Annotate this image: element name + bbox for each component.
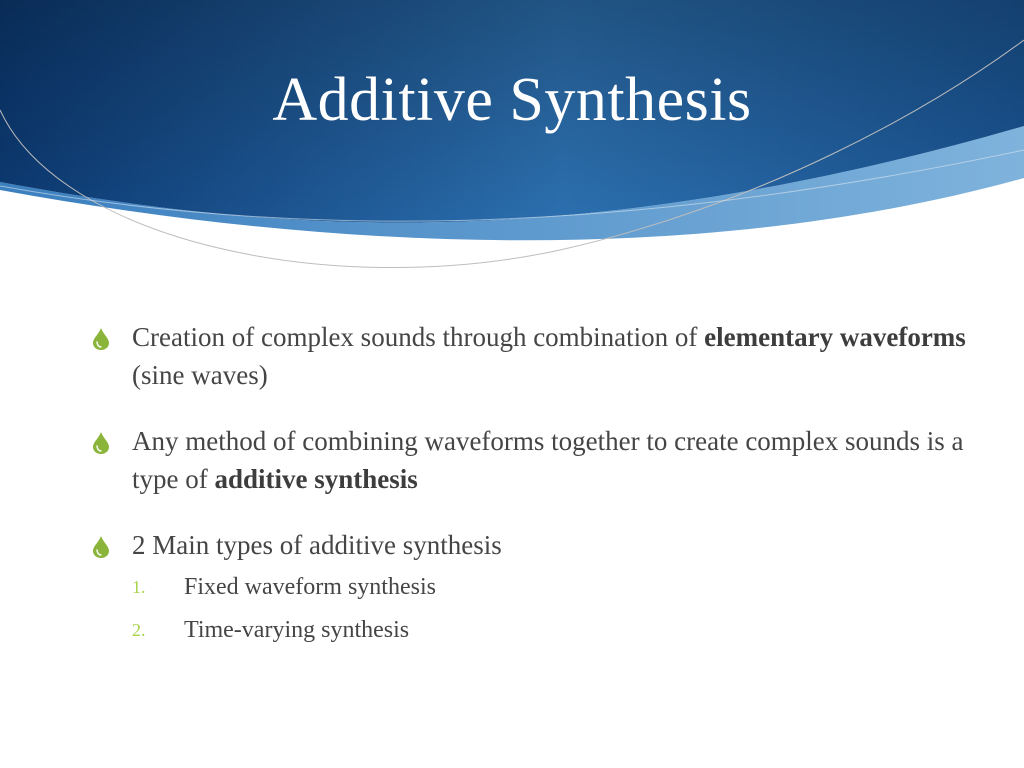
bullet-item <box>90 422 970 498</box>
bullet-item <box>90 318 970 394</box>
subitem-number: 2. <box>132 620 146 640</box>
water-drop-icon <box>92 328 110 350</box>
slide-content <box>90 318 970 680</box>
water-drop-icon <box>92 536 110 558</box>
numbered-subitem <box>132 609 970 652</box>
numbered-subitem <box>132 566 970 609</box>
bullet-bold-text: additive synthesis <box>214 464 418 494</box>
bullet-text: Any method of combining waveforms together to create complex sounds is a type of <box>132 426 964 494</box>
subitem-number: 1. <box>132 577 146 597</box>
bullet-item <box>90 526 970 652</box>
numbered-sublist <box>132 566 970 652</box>
water-drop-icon <box>92 432 110 454</box>
subitem-text: Time-varying synthesis <box>184 617 410 643</box>
bullet-text: Creation of complex sounds through combination of <box>132 322 705 352</box>
slide-title: Additive Synthesis <box>272 66 752 134</box>
bullet-text: 2 Main types of additive synthesis <box>132 530 502 560</box>
bullet-text-after: (sine waves) <box>132 360 268 390</box>
subitem-text: Fixed waveform synthesis <box>184 574 436 600</box>
header-background <box>0 0 1024 300</box>
bullet-bold-text: elementary waveforms <box>704 322 966 352</box>
